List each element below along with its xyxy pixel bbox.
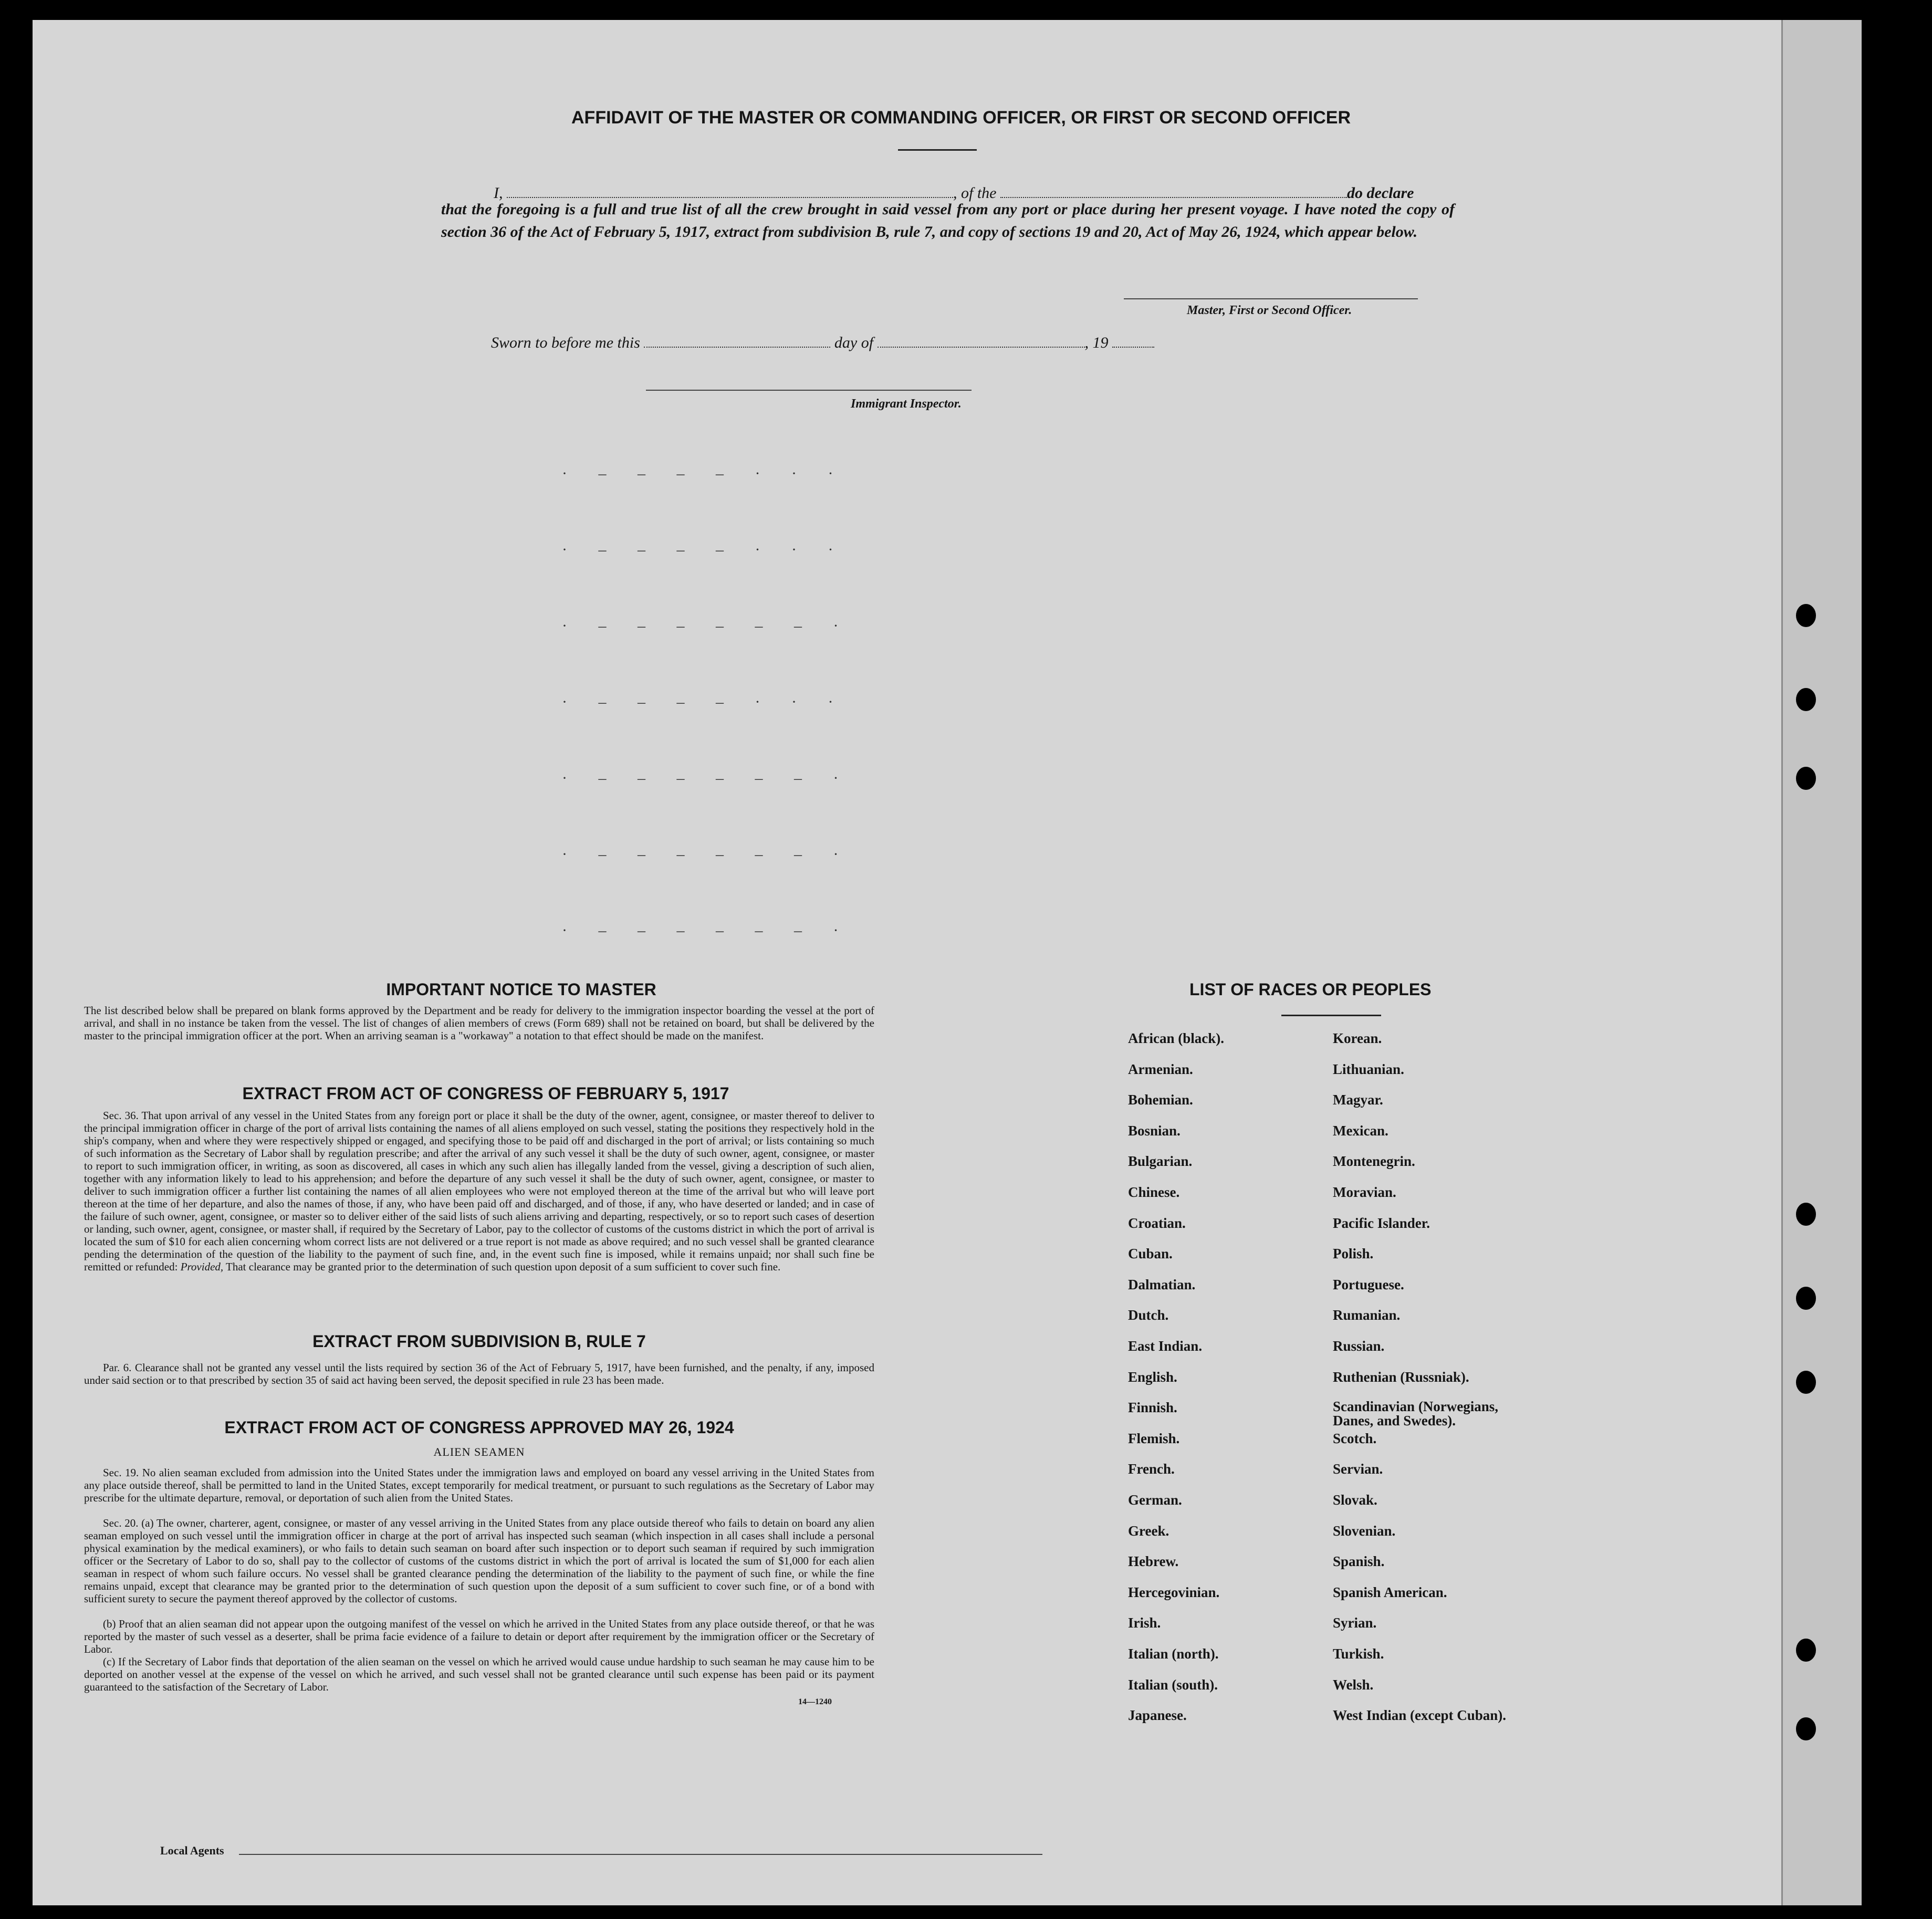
binder-hole: [1796, 688, 1816, 711]
sworn-label: Sworn to before me this: [491, 334, 640, 351]
race-item: Armenian.: [1128, 1061, 1193, 1077]
label-of-the: , of the: [953, 184, 997, 202]
sec-19-label: Sec. 19.: [103, 1466, 139, 1479]
bleed-through-marks: · – – – – – – ·: [562, 846, 852, 863]
race-item: Ruthenian (Russniak).: [1333, 1369, 1469, 1385]
binder-hole: [1796, 767, 1816, 790]
next-page-edge: [1781, 20, 1862, 1905]
proviso-label: Provided,: [180, 1260, 224, 1273]
race-item: Servian.: [1333, 1461, 1383, 1477]
race-item: Hercegovinian.: [1128, 1584, 1220, 1600]
race-item: Spanish.: [1333, 1553, 1385, 1569]
master-name-field[interactable]: [507, 181, 953, 198]
binder-hole: [1796, 1371, 1816, 1394]
bleed-through-marks: · – – – – – – ·: [562, 617, 852, 634]
label-i: I,: [494, 184, 503, 202]
sec-19-text: [84, 1466, 874, 1504]
race-item: African (black).: [1128, 1030, 1224, 1046]
bleed-through-marks: · – – – – · · ·: [562, 693, 847, 711]
race-item: Scandinavian (Norwegians, Danes, and Swedes).: [1333, 1399, 1499, 1428]
race-item: Magyar.: [1333, 1092, 1383, 1108]
binder-hole: [1796, 1717, 1816, 1740]
race-item: Hebrew.: [1128, 1553, 1179, 1569]
sec-20b-text: (b) Proof that an alien seaman did not appear upon the outgoing manifest of the vessel on which he arrived in the United States from any place outside thereof, or that he was reported by the master of such vessel as a deserter, shall be prima facie evidence of a failure to detain or deport after requirement by the immigration officer or the Secretary of Labor.: [84, 1618, 874, 1655]
extract-1917-title: EXTRACT FROM ACT OF CONGRESS OF FEBRUARY 5, 1917: [242, 1084, 729, 1103]
race-item: Montenegrin.: [1333, 1153, 1415, 1169]
vessel-name-field[interactable]: [1000, 181, 1347, 198]
race-item: West Indian (except Cuban).: [1333, 1707, 1507, 1723]
day-of-label: day of: [834, 334, 874, 351]
local-agents-line[interactable]: [239, 1854, 1042, 1855]
affidavit-body: that the foregoing is a full and true list of all the crew brought in said vessel from any port or place during her present voyage. I have noted the copy of section 36 of the Act of February 5, 1917, extract from subdivision B, rule 7, and copy of sections 19 and 20, Act of May 26, 1924, which appear below.: [441, 201, 1455, 241]
sec-20a-text: [84, 1517, 874, 1605]
race-item: Welsh.: [1333, 1677, 1374, 1693]
form-number: 14—1240: [798, 1697, 832, 1706]
sworn-line: [491, 331, 1154, 352]
sec-20a-body: (a) The owner, charterer, agent, consignee, or master of any vessel arriving in the United States from any place outside thereof who fails to detain on board any alien seaman employed on such vessel until the immigration officer in charge at the port of arrival has inspected such seaman (which inspection in all cases shall include a personal physical examination by the medical examiners), or who fails to detain such seaman on board after such inspection or to deport such seaman if required by such immigration officer or the Secretary of Labor to do so, shall pay to the collector of customs of the customs district in which the port of arrival is located the sum of $1,000 for each alien seaman in respect of whom such failure occurs. No vessel shall be granted clearance pending the determination of the liability to the payment of such fine, or while the fine remains unpaid, except that clearance may be granted prior to the determination of such question upon the deposit of a sum sufficient to cover such fine, or of a bond with sufficient surety to secure the payment thereof approved by the collector of customs.: [84, 1517, 875, 1605]
race-item: Rumanian.: [1333, 1307, 1401, 1323]
race-item: Italian (north).: [1128, 1646, 1219, 1662]
binder-hole: [1796, 1639, 1816, 1662]
race-item: East Indian.: [1128, 1338, 1203, 1354]
rule-7-text: Par. 6. Clearance shall not be granted any vessel until the lists required by section 36 of the Act of February 5, 1917, have been furnished, and the penalty, if any, imposed under said section or to that prescribed by section 35 of said act having been served, the deposit specified in rule 23 has been made.: [84, 1361, 874, 1386]
binder-hole: [1796, 604, 1816, 627]
alien-seamen-subtitle: ALIEN SEAMEN: [433, 1445, 525, 1458]
race-item: Slovenian.: [1333, 1523, 1396, 1539]
race-item: Japanese.: [1128, 1707, 1187, 1723]
binder-hole: [1796, 1203, 1816, 1226]
race-item: Dalmatian.: [1128, 1277, 1196, 1292]
race-item: French.: [1128, 1461, 1175, 1477]
notice-title: IMPORTANT NOTICE TO MASTER: [386, 980, 656, 999]
race-item: Bohemian.: [1128, 1092, 1193, 1108]
race-item: Dutch.: [1128, 1307, 1169, 1323]
master-signature-line[interactable]: [1124, 298, 1418, 299]
race-item: Polish.: [1333, 1246, 1374, 1261]
race-item: Spanish American.: [1333, 1584, 1447, 1600]
race-item: Mexican.: [1333, 1123, 1388, 1139]
race-item: Russian.: [1333, 1338, 1385, 1354]
sec-19-body: No alien seaman excluded from admission into the United States under the immigration laws and employed on board any vessel arriving in the United States from any place outside thereof, shall be permitted to land in the United States, except temporarily for medical treatment, or pursuant to such regulations as the Secretary of Labor may prescribe for the ultimate departure, removal, or deportation of such alien from the United States.: [84, 1466, 874, 1504]
master-label: Master, First or Second Officer.: [1187, 304, 1352, 317]
bleed-through-marks: · – – – – · · ·: [562, 541, 847, 558]
proviso-text: That clearance may be granted prior to the determination of such question upon deposit of a sum sufficient to cover such fine.: [226, 1260, 781, 1273]
race-item: Turkish.: [1333, 1646, 1384, 1662]
races-title-rule: [1281, 1015, 1381, 1016]
races-title: LIST OF RACES OR PEOPLES: [1189, 980, 1432, 999]
inspector-signature-line[interactable]: [646, 390, 972, 391]
sworn-year-field[interactable]: [1112, 331, 1154, 348]
notice-text: The list described below shall be prepared on blank forms approved by the Department and be ready for delivery to the immigration inspector boarding the vessel at the port of arrival, and shall in no instance be taken from the vessel. The list of changes of alien members of crews (Form 689) shall not be retained on board, but shall be delivered by the master to the principal immigration officer at the port. When an arriving seaman is a "workaway" a notation to that effect should be made on the manifest.: [84, 1004, 874, 1042]
label-do-declare: do declare: [1347, 184, 1414, 202]
sworn-day-field[interactable]: [644, 331, 830, 348]
race-item: Croatian.: [1128, 1215, 1186, 1231]
race-item: Portuguese.: [1333, 1277, 1404, 1292]
race-item: English.: [1128, 1369, 1177, 1385]
extract-1924-title: EXTRACT FROM ACT OF CONGRESS APPROVED MAY 26, 1924: [224, 1418, 734, 1437]
affidavit-title: AFFIDAVIT OF THE MASTER OR COMMANDING OFFICER, OR FIRST OR SECOND OFFICER: [571, 108, 1351, 128]
rule-7-title: EXTRACT FROM SUBDIVISION B, RULE 7: [312, 1332, 646, 1351]
race-item: Bosnian.: [1128, 1123, 1181, 1139]
race-item: German.: [1128, 1492, 1182, 1508]
race-item: Moravian.: [1333, 1184, 1396, 1200]
inspector-label: Immigrant Inspector.: [851, 397, 962, 411]
title-rule: [898, 149, 977, 151]
race-item: Syrian.: [1333, 1615, 1377, 1631]
race-item: Chinese.: [1128, 1184, 1180, 1200]
sworn-month-field[interactable]: [878, 331, 1085, 348]
local-agents-label: Local Agents: [160, 1844, 224, 1857]
race-item: Greek.: [1128, 1523, 1169, 1539]
race-item: Irish.: [1128, 1615, 1161, 1631]
race-item: Italian (south).: [1128, 1677, 1218, 1693]
sec-36-body: That upon arrival of any vessel in the United States from any foreign port or place it shall be the duty of the owner, agent, consignee, or master thereof to deliver to the principal immigration officer in charge of the port of arrival lists containing the names of all aliens employed on such vessel, stating the positions they respectively hold in the ship's company, when and where they were respectively shipped or engaged, and specifying those to be paid off and discharged in the port of arrival; or lists containing so much of such information as the Secretary of Labor shall by regulation prescribe; and after the arrival of any such vessel it shall be the duty of such owner, agent, consignee, or master to report to such immigration officer, in writing, as soon as discovered, all cases in which any such alien has illegally landed from the vessel, giving a description of such alien, together with any information likely to lead to his apprehension; and before the departure of any such vessel it shall be the duty of such owner, agent, consignee, or master to deliver to such immigration officer a further list containing the names of all alien employees who were not employed thereon at the time of the arrival but who will leave port thereon at the time of her departure, and also the names of those, if any, who have been paid off and discharged, and of those, if any, who have deserted or landed; and in case of the failure of such owner, agent, consignee, or master so to deliver either of the said lists of such aliens arriving and departing, respectively, or so to report such cases of desertion or landing, such owner, agent, consignee, or master shall, if required by the Secretary of Labor, pay to the collector of customs of the customs district in which the port of arrival is located the sum of $10 for each alien concerning whom correct lists are not delivered or a true report is not made as above required; and no such vessel shall be granted clearance pending the determination of the question of the liability to the payment of such fine, and, in the event such fine is imposed, while it remains unpaid; nor shall such fine be remitted or refunded:: [84, 1109, 875, 1273]
bleed-through-marks: · – – – – · · ·: [562, 465, 847, 482]
sec-36-label: Sec. 36.: [103, 1109, 139, 1122]
race-item: Lithuanian.: [1333, 1061, 1404, 1077]
sec-20-label: Sec. 20.: [103, 1517, 139, 1529]
race-item: Slovak.: [1333, 1492, 1377, 1508]
race-item: Flemish.: [1128, 1431, 1180, 1446]
sec-20c-text: (c) If the Secretary of Labor finds that deportation of the alien seaman on the vessel on which he arrived would cause undue hardship to such seaman he may cause him to be deported on another vessel at the expense of the vessel on which he arrived, and such vessel shall not be granted clearance until such expense has been paid or its payment guaranteed to the satisfaction of the Secretary of Labor.: [84, 1655, 874, 1693]
race-item: Korean.: [1333, 1030, 1382, 1046]
binder-hole: [1796, 1287, 1816, 1310]
extract-1917-text: [84, 1109, 874, 1273]
bleed-through-marks: · – – – – – – ·: [562, 922, 852, 939]
bleed-through-marks: · – – – – – – ·: [562, 769, 852, 787]
race-item: Finnish.: [1128, 1400, 1177, 1415]
race-item: Bulgarian.: [1128, 1153, 1193, 1169]
race-item: Cuban.: [1128, 1246, 1173, 1261]
race-item: Pacific Islander.: [1333, 1215, 1430, 1231]
year-prefix: , 19: [1084, 334, 1109, 351]
race-item: Scotch.: [1333, 1431, 1377, 1446]
